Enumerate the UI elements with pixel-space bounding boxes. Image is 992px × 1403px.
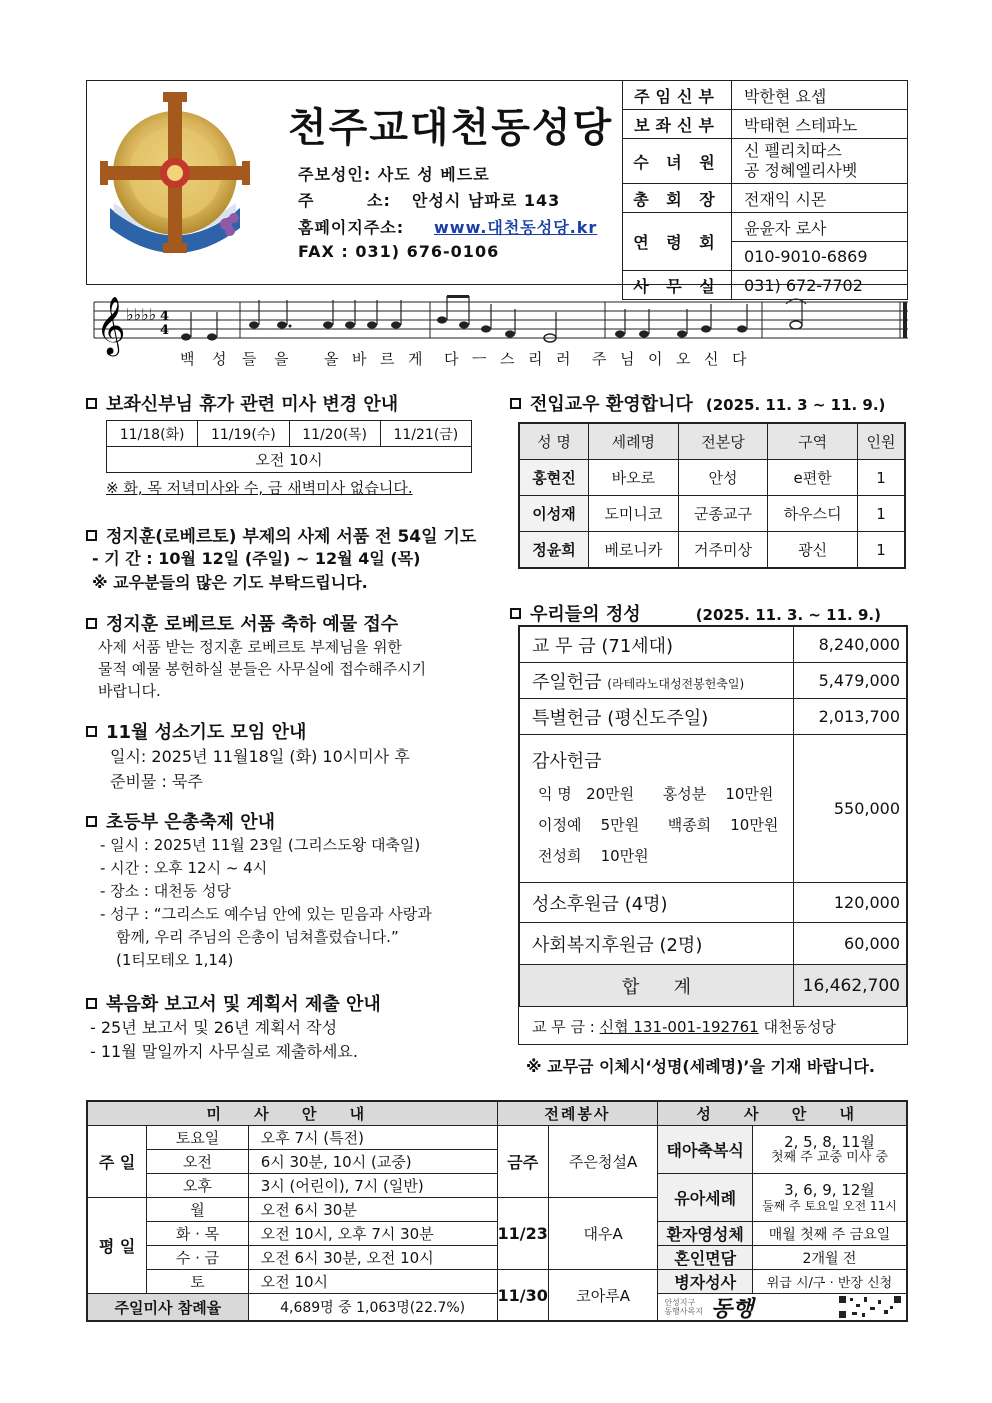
newcomer-parish: 군종교구: [678, 496, 768, 532]
newcomer-count: 1: [858, 496, 906, 532]
account-number: 신협 131-001-192761: [599, 1018, 759, 1036]
table-row: [87, 1270, 907, 1294]
thanks-donor: 백종희: [667, 816, 712, 834]
gospel-section: [86, 990, 381, 1064]
newcomer-name: 홍현진: [519, 460, 589, 496]
newcomer-name: 이성재: [519, 496, 589, 532]
gospel-title: [86, 990, 381, 1016]
sacrament-line: 2, 5, 8, 11월: [784, 1132, 875, 1151]
staff-name: [732, 139, 908, 184]
homepage-label: 홈페이지주소:: [298, 218, 405, 237]
gift-line: 물적 예물 봉헌하실 분들은 사무실에 접수해주시기: [98, 660, 427, 678]
lyric-syllable: 을: [274, 350, 289, 368]
treble-clef-icon: 𝄞: [96, 296, 126, 354]
lyric-syllable: 스: [500, 350, 515, 368]
kids-line: 함께, 우리 주님의 은총이 넘쳐흘렀습니다.”: [116, 928, 399, 946]
church-logo-icon: [100, 88, 250, 258]
offering-row: [520, 627, 907, 663]
sacrament-detail: [753, 1174, 908, 1222]
thanks-donor: 홍성분: [662, 785, 707, 803]
total-amount: 16,462,700: [794, 965, 907, 1007]
vacation-dates-row: [107, 421, 472, 447]
mass-day: 수 · 금: [147, 1246, 248, 1270]
newcomers-header: 전본당: [678, 423, 768, 460]
table-row: [87, 1126, 907, 1150]
prayer-period: - 기 간 : 10월 12일 (주일) ~ 12월 4일 (목): [92, 549, 421, 568]
mass-time: 오전 10시: [248, 1270, 497, 1294]
staff-role: 총 회 장: [623, 184, 732, 213]
thanks-donor: 전성희: [538, 847, 582, 865]
sunday-label: 주 일: [87, 1126, 147, 1198]
vocation-amount: 120,000: [794, 883, 907, 923]
newcomers-header: 세례명: [589, 423, 679, 460]
sacrament-name: 병자성사: [658, 1270, 753, 1294]
donghaeng-logo: [658, 1294, 906, 1320]
vocation-label: [520, 883, 794, 923]
staff-role: 주임신부: [623, 81, 732, 110]
lyric-syllable: 주: [592, 350, 607, 368]
vacation-time: 오전 10시: [107, 447, 472, 473]
mass-day: 토요일: [147, 1126, 248, 1150]
square-bullet-icon: [86, 816, 97, 827]
sacrament-detail: 2개월 전: [753, 1246, 908, 1270]
staff-name-line: 신 펠리치따스: [744, 141, 842, 160]
total-label: 합 계: [520, 965, 794, 1007]
staff-name-line: 공 정혜엘리사벳: [744, 161, 858, 180]
offering-sub: (71세대): [601, 635, 674, 657]
account-info: [532, 1016, 836, 1037]
lyric-syllable: 백: [180, 350, 195, 368]
flat-sign-icon: ♭♭♭♭: [126, 305, 157, 324]
lyric-syllable: 다: [732, 350, 747, 368]
mass-time: 오후 7시 (특전): [248, 1126, 497, 1150]
square-bullet-icon: [86, 398, 97, 409]
table-row: [519, 532, 905, 569]
newcomer-name: 정윤희: [519, 532, 589, 569]
sacrament-name: 유아세례: [658, 1174, 753, 1222]
mass-day: 토: [147, 1270, 248, 1294]
sacrament-name: 혼인면담: [658, 1246, 753, 1270]
church-title: 천주교대천동성당: [288, 105, 614, 151]
lyric-syllable: 이: [648, 350, 663, 368]
newcomer-baptism: 도미니코: [589, 496, 679, 532]
shrine-line: 일시: 2025년 11월18일 (화) 10시미사 후: [110, 747, 410, 766]
lyric-syllable: 다: [444, 350, 459, 368]
sacrament-line: 3, 6, 9, 12월: [784, 1180, 875, 1199]
thanks-total: 550,000: [794, 735, 907, 883]
newcomers-header: 성 명: [519, 423, 589, 460]
offering-label: [520, 663, 794, 699]
staff-role: 연 령 회: [623, 213, 732, 271]
staff-name: 031) 672-7702: [732, 271, 908, 300]
sacrament-line: 둘째 주 토요일 오전 11시: [762, 1198, 897, 1213]
offering-row: [520, 699, 907, 735]
mass-time: 오전 6시 30분: [248, 1198, 497, 1222]
lyric-syllable: 바: [352, 350, 367, 368]
account-label: 교 무 금 :: [532, 1018, 595, 1036]
vacation-date: 11/19(수): [198, 421, 289, 447]
sacrament-detail: 위급 시/구 · 반장 신청: [753, 1270, 908, 1294]
thanks-amount: 5만원: [600, 816, 640, 834]
shrine-title: [86, 718, 410, 744]
schedule-header-row: [87, 1101, 907, 1126]
mass-time: 6시 30분, 10시 (교중): [248, 1150, 497, 1174]
newcomer-count: 1: [858, 532, 906, 569]
newcomers-title-text: 전입교우 환영합니다: [530, 394, 693, 415]
homepage-link[interactable]: www.대천동성당.kr: [434, 218, 598, 237]
thanks-amount: 10만원: [730, 816, 779, 834]
server-header: 전례봉사: [497, 1101, 658, 1126]
thanks-donor: 이정예: [538, 816, 582, 834]
offering-table: [519, 626, 907, 1007]
lyric-syllable: 오: [676, 350, 691, 368]
sacrament-detail: [753, 1126, 908, 1174]
staff-table: [622, 80, 908, 300]
music-score: [86, 290, 908, 365]
logo-cell: [658, 1294, 907, 1322]
newcomer-parish: 안성: [678, 460, 768, 496]
mass-day: 오후: [147, 1174, 248, 1198]
offering-note: ※ 교무금 이체시‘성명(세례명)’을 기재 바랍니다.: [526, 1057, 875, 1076]
sacrament-line: 첫째 주 교중 미사 중: [771, 1149, 888, 1165]
gospel-line: - 25년 보고서 및 26년 계획서 작성: [90, 1018, 338, 1037]
mass-time: 오전 10시, 오후 7시 30분: [248, 1222, 497, 1246]
newcomer-parish: 거주미상: [678, 532, 768, 569]
newcomers-header: 구역: [768, 423, 858, 460]
staff-phone: 010-9010-6869: [732, 242, 908, 271]
newcomers-header: 인원: [858, 423, 906, 460]
staff-row: [623, 139, 908, 184]
sacrament-header: 성 사 안 내: [658, 1101, 907, 1126]
thanks-amount: 10만원: [600, 847, 649, 865]
lyric-syllable: 게: [408, 350, 423, 368]
staff-name: 윤윤자 로사: [732, 213, 908, 242]
offering-amount: 2,013,700: [794, 699, 907, 735]
gospel-title-text: 복음화 보고서 및 계획서 제출 안내: [106, 994, 381, 1015]
gift-line: 바랍니다.: [98, 682, 161, 700]
staff-role: 사 무 실: [623, 271, 732, 300]
kids-line: (1티모테오 1,14): [116, 951, 234, 969]
prayer-title: [86, 522, 476, 547]
offering-label-text: 교 무 금: [532, 635, 596, 657]
mass-time: 오전 6시 30분, 오전 10시: [248, 1246, 497, 1270]
vacation-time-row: [107, 447, 472, 473]
mass-day: 월: [147, 1198, 248, 1222]
thanks-donor: 익 명: [538, 785, 572, 803]
table-row: [87, 1174, 907, 1198]
lyric-syllable: 리: [528, 350, 543, 368]
thanks-label: 감사헌금: [532, 751, 602, 772]
newcomer-district: 광신: [768, 532, 858, 569]
lyric-syllable: 들: [242, 350, 257, 368]
vacation-date: 11/21(금): [380, 421, 471, 447]
offering-row: [520, 735, 907, 883]
vacation-date: 11/18(화): [107, 421, 198, 447]
vacation-title: [86, 390, 398, 416]
lyric-syllable: ㅡ: [472, 350, 487, 368]
lyric-syllable: 러: [556, 350, 571, 368]
thanks-amount: 20만원: [586, 785, 635, 803]
mass-time: 3시 (어린이), 7시 (일반): [248, 1174, 497, 1198]
address: 안성시 남파로 143: [412, 191, 561, 210]
staff-name: 박태현 스테파노: [732, 110, 908, 139]
weekday-label: 평 일: [87, 1198, 147, 1294]
newcomers-period: (2025. 11. 3 ~ 11. 9.): [705, 396, 886, 414]
offering-period: (2025. 11. 3. ~ 11. 9.): [695, 606, 881, 624]
server-group: 대우A: [548, 1198, 657, 1270]
sacrament-name: 환자영성체: [658, 1222, 753, 1246]
server-week: 11/30: [497, 1270, 548, 1322]
square-bullet-icon: [510, 398, 521, 409]
offering-sub: (라테라노대성전봉헌축일): [607, 676, 745, 691]
newcomer-district: e편한: [768, 460, 858, 496]
staff-row: [623, 110, 908, 139]
kids-title: [86, 808, 432, 834]
vocation-sub: (4명): [624, 893, 668, 915]
mass-day: 오전: [147, 1150, 248, 1174]
mass-day: 화 · 목: [147, 1222, 248, 1246]
offering-label-text: 특별헌금: [532, 707, 602, 729]
logo-script: 동행: [710, 1295, 754, 1322]
table-row: [87, 1246, 907, 1270]
server-group: 주은청설A: [548, 1126, 657, 1198]
square-bullet-icon: [86, 998, 97, 1009]
kids-title-text: 초등부 은총축제 안내: [106, 812, 276, 833]
prayer-note: ※ 교우분들의 많은 기도 부탁드립니다.: [92, 573, 368, 592]
gift-title-text: 정지훈 로베르토 서품 축하 예물 접수: [106, 614, 399, 635]
server-week: 금주: [497, 1126, 548, 1198]
newcomer-baptism: 베로니카: [589, 532, 679, 569]
lyric-syllable: 님: [620, 350, 635, 368]
thanks-amount: 10만원: [725, 785, 774, 803]
logo-caption-line: 안성지구: [664, 1298, 696, 1307]
vacation-note: ※ 화, 목 저녁미사와 수, 금 새벽미사 없습니다.: [106, 479, 413, 497]
staff-name: 전재익 시몬: [732, 184, 908, 213]
staff-row: [623, 81, 908, 110]
sacrament-name: 태아축복식: [658, 1126, 753, 1174]
lyric-syllable: 올: [324, 350, 339, 368]
logo-caption: [664, 1298, 703, 1316]
thanks-cell: [520, 735, 794, 883]
lyric-syllable: 신: [704, 350, 719, 368]
square-bullet-icon: [510, 608, 521, 619]
gift-section: [86, 610, 426, 702]
server-week: 11/23: [497, 1198, 548, 1270]
svg-text:4: 4: [160, 309, 170, 324]
gospel-line: - 11월 말일까지 사무실로 제출하세요.: [90, 1042, 358, 1061]
svg-text:4: 4: [160, 323, 170, 338]
offering-label: [520, 627, 794, 663]
square-bullet-icon: [86, 618, 97, 629]
offering-total-row: [520, 965, 907, 1007]
square-bullet-icon: [86, 530, 97, 541]
patron-saint: 주보성인: 사도 성 베드로: [298, 165, 490, 184]
offering-row: [520, 883, 907, 923]
logo-caption-line: 동행사목지: [664, 1307, 703, 1316]
square-bullet-icon: [86, 726, 97, 737]
newcomer-baptism: 바오로: [589, 460, 679, 496]
newcomers-header-row: [519, 423, 905, 460]
schedule-table: [86, 1100, 908, 1322]
account-holder: 대천동성당: [763, 1018, 836, 1036]
kids-line: - 장소 : 대천동 성당: [100, 882, 231, 900]
shrine-title-text: 11월 성소기도 모임 안내: [106, 722, 307, 743]
offering-amount: 8,240,000: [794, 627, 907, 663]
offering-label: [520, 699, 794, 735]
server-group: 코아루A: [548, 1270, 657, 1322]
newcomers-title: [510, 390, 885, 416]
offering-label-text: 주일헌금: [532, 671, 602, 693]
vacation-title-text: 보좌신부님 휴가 관련 미사 변경 안내: [106, 394, 399, 415]
shrine-section: [86, 718, 410, 794]
kids-line: - 일시 : 2025년 11월 23일 (그리스도왕 대축일): [100, 836, 421, 854]
staff-row: [623, 213, 908, 242]
newcomers-table: [518, 422, 906, 569]
gift-line: 사제 서품 받는 정지훈 로베르토 부제님을 위한: [98, 638, 402, 656]
staff-role: 보좌신부: [623, 110, 732, 139]
lyric-syllable: 르: [380, 350, 395, 368]
offering-row: [520, 663, 907, 699]
sacrament-detail: 매월 첫째 주 금요일: [753, 1222, 908, 1246]
welfare-sub: (2명): [659, 934, 703, 956]
staff-row: [623, 184, 908, 213]
welfare-label: [520, 923, 794, 965]
table-row: [519, 496, 905, 532]
offering-sub: (평신도주일): [607, 707, 709, 729]
vacation-date: 11/20(목): [289, 421, 380, 447]
table-row: [519, 460, 905, 496]
mass-header: 미 사 안 내: [87, 1101, 497, 1126]
address-label: 주 소:: [298, 191, 391, 210]
prayer-section: [86, 522, 476, 595]
staff-role: 수 녀 원: [623, 139, 732, 184]
offering-amount: 5,479,000: [794, 663, 907, 699]
lyric-syllable: 성: [212, 350, 227, 368]
offering-row: [520, 923, 907, 965]
kids-line: - 성구 : “그리스도 예수님 안에 있는 믿음과 사랑과: [100, 905, 432, 923]
attendance-value: 4,689명 중 1,063명(22.7%): [248, 1294, 497, 1322]
staff-name: 박한현 요셉: [732, 81, 908, 110]
vacation-table: [106, 420, 472, 473]
attendance-label: 주일미사 참례율: [87, 1294, 248, 1322]
newcomer-count: 1: [858, 460, 906, 496]
thanks-list: [538, 779, 793, 872]
gift-title: [86, 610, 426, 636]
newcomer-district: 하우스디: [768, 496, 858, 532]
kids-line: - 시간 : 오후 12시 ~ 4시: [100, 859, 268, 877]
vocation-label-text: 성소후원금: [532, 893, 619, 915]
kids-section: [86, 808, 432, 972]
welfare-label-text: 사회복지후원금: [532, 934, 654, 956]
shrine-line: 준비물 : 묵주: [110, 772, 203, 791]
offering-title: [510, 600, 881, 626]
fax-number: FAX : 031) 676-0106: [298, 242, 500, 261]
offering-title-text: 우리들의 정성: [530, 604, 641, 625]
prayer-title-text: 정지훈(로베르토) 부제의 사제 서품 전 54일 기도: [106, 527, 477, 547]
qr-code-icon: [838, 1295, 902, 1319]
welfare-amount: 60,000: [794, 923, 907, 965]
